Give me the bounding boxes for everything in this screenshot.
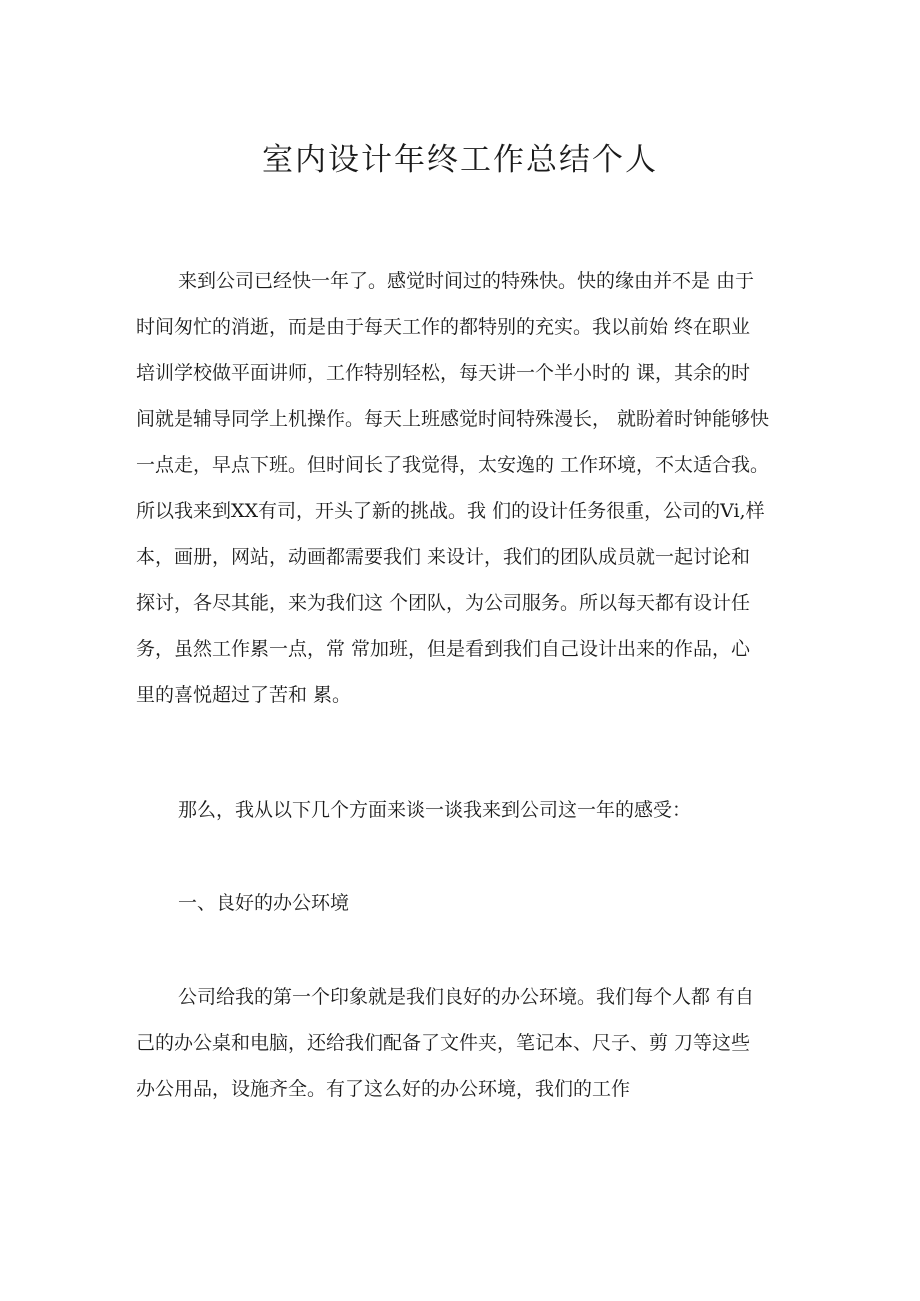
paragraph-line: 培训学校做平面讲师，工作特别轻松，每天讲一个半小时的 课，其余的时 — [136, 362, 751, 384]
paragraph-office-environment — [136, 974, 796, 1112]
paragraph-line: 一点走，早点下班。但时间长了我觉得，太安逸的 工作环境，不太适合我。 — [136, 454, 770, 476]
paragraph-line: 己的办公桌和电脑，还给我们配备了文件夹，笔记本、尺子、剪 刀等这些 — [136, 1032, 751, 1054]
paragraph-line: 办公用品，设施齐全。有了这么好的办公环境，我们的工作 — [136, 1078, 631, 1100]
paragraph-intro — [136, 258, 796, 718]
paragraph-line: 里的喜悦超过了苦和 累。 — [136, 684, 352, 706]
paragraph-line: 间就是辅导同学上机操作。每天上班感觉时间特殊漫长， 就盼着时钟能够快 — [136, 408, 770, 430]
paragraph-line: 本，画册，网站，动画都需要我们 来设计，我们的团队成员就一起讨论和 — [136, 546, 751, 568]
paragraph-line: 时间匆忙的消逝，而是由于每天工作的都特别的充实。我以前始 终在职业 — [136, 316, 751, 338]
paragraph-line: 那么，我从以下几个方面来谈一谈我来到公司这一年的感受： — [178, 799, 692, 821]
paragraph-line: 探讨，各尽其能，来为我们这 个团队，为公司服务。所以每天都有设计任 — [136, 592, 751, 614]
document-title: 室内设计年终工作总结个人 — [262, 142, 658, 178]
section-heading — [136, 880, 796, 926]
paragraph-line: 务，虽然工作累一点，常 常加班，但是看到我们自己设计出来的作品，心 — [136, 638, 751, 660]
section-heading-text: 一、良好的办公环境 — [178, 892, 350, 914]
paragraph-line: 公司给我的第一个印象就是我们良好的办公环境。我们每个人都 有自 — [178, 986, 755, 1008]
paragraph-line: 所以我来到XX有司，开头了新的挑战。我 们的设计任务很重，公司的Vi,样 — [136, 500, 765, 522]
paragraph-line: 来到公司已经快一年了。感觉时间过的特殊快。快的缘由并不是 由于 — [178, 270, 755, 292]
paragraph-transition — [136, 787, 796, 833]
